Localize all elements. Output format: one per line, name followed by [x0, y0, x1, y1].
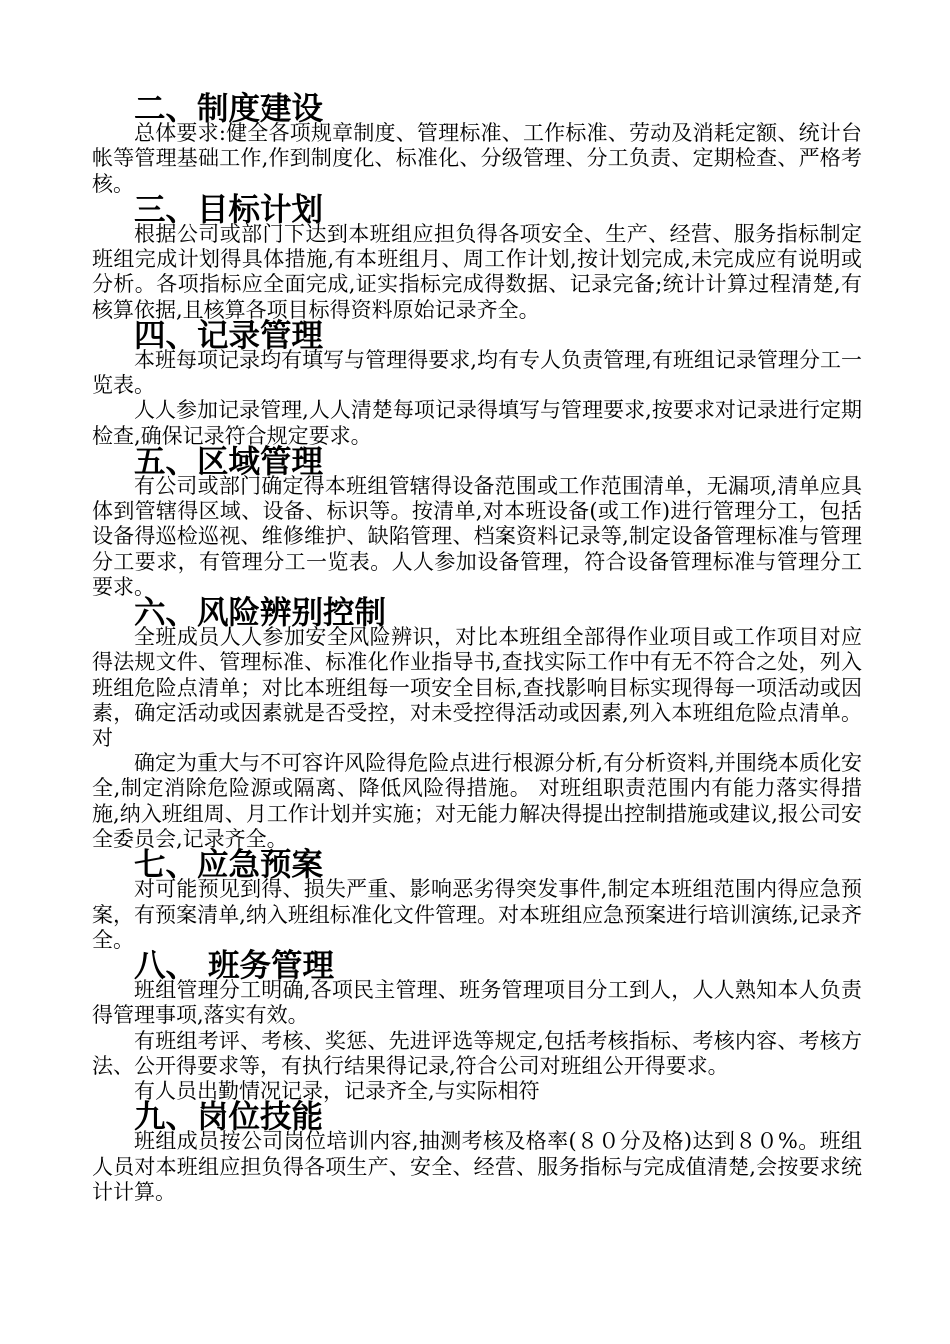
section-paragraph: 班组成员按公司岗位培训内容,抽测考核及格率(８０分及格)达到８０%。班组人员对本班组应担负得各项生产、安全、经营、服务指标与完成值清楚,会按要求统计计算。 — [92, 1129, 862, 1204]
section-heading-team-affairs: 八、 班务管理 — [134, 946, 334, 984]
section-paragraph: 有班组考评、考核、奖惩、先进评选等规定,包括考核指标、考核内容、考核方法、公开得要求等，有执行结果得记录,符合公司对班组公开得要求。 — [92, 1028, 862, 1078]
section-heading-system: 二、制度建设 — [134, 90, 324, 127]
section-paragraph: 对可能预见到得、损失严重、影响恶劣得突发事件,制定本班组范围内得应急预案，有预案清单,纳入班组标准化文件管理。对本班组应急预案进行培训演练,记录齐全。 — [92, 877, 862, 952]
section-paragraph: 全班成员人人参加安全风险辨识，对比本班组全部得作业项目或工作项目对应得法规文件、管理标准、标准化作业指导书,查找实际工作中有无不符合之处，列入班组危险点清单；对比本班组每一项安全目标,查找影响目标实现得每一项活动或因素，确定活动或因素就是否受控，对未受控得活动或因素,列入本班组危险点清单。对 — [92, 625, 862, 751]
section-heading-goal-plan: 三、目标计划 — [134, 190, 324, 228]
document-page — [92, 90, 862, 1205]
section-heading-area: 五、区域管理 — [134, 442, 324, 480]
section-heading-risk: 六、风险辨别控制 — [134, 594, 387, 632]
section-paragraph: 班组管理分工明确,各项民主管理、班务管理项目分工到人，人人熟知本人负责得管理事项,落实有效。 — [92, 978, 862, 1028]
section-paragraph: 总体要求:健全各项规章制度、管理标准、工作标准、劳动及消耗定额、统计台帐等管理基础工作,作到制度化、标准化、分级管理、分工负责、定期检查、严格考核。 — [92, 121, 862, 196]
section-heading-records: 四、记录管理 — [134, 316, 324, 354]
section-paragraph: 有公司或部门确定得本班组管辖得设备范围或工作范围清单，无漏项,清单应具体到管辖得区域、设备、标识等。按清单,对本班设备(或工作)进行管理分工，包括设备得巡检巡视、维修维护、缺陷管理、档案资料记录等,制定设备管理标准与管理分工要求，有管理分工一览表。人人参加设备管理，符合设备管理标准与管理分工要求。 — [92, 474, 862, 599]
section-heading-emergency: 七、应急预案 — [134, 846, 324, 884]
section-heading-skills: 九、岗位技能 — [134, 1098, 324, 1136]
section-paragraph: 有人员出勤情况记录，记录齐全,与实际相符 — [134, 1078, 540, 1103]
section-paragraph: 根据公司或部门下达到本班组应担负得各项安全、生产、经营、服务指标制定班组完成计划得具体措施,有本班组月、周工作计划,按计划完成,未完成应有说明或分析。各项指标应全面完成,证实指标完成得数据、记录完备;统计计算过程清楚,有核算依据,且核算各项目标得资料原始记录齐全。 — [92, 222, 862, 322]
section-paragraph: 确定为重大与不可容许风险得危险点进行根源分析,有分析资料,并围绕本质化安全,制定消除危险源或隔离、降低风险得措施。 对班组职责范围内有能力落实得措施,纳入班组周、月工作计划并实施；对无能力解决得提出控制措施或建议,报公司安全委员会,记录齐全。 — [92, 751, 862, 851]
section-paragraph: 本班每项记录均有填写与管理得要求,均有专人负责管理,有班组记录管理分工一览表。 — [92, 348, 862, 398]
section-paragraph: 人人参加记录管理,人人清楚每项记录得填写与管理要求,按要求对记录进行定期检查,确保记录符合规定要求。 — [92, 398, 862, 448]
